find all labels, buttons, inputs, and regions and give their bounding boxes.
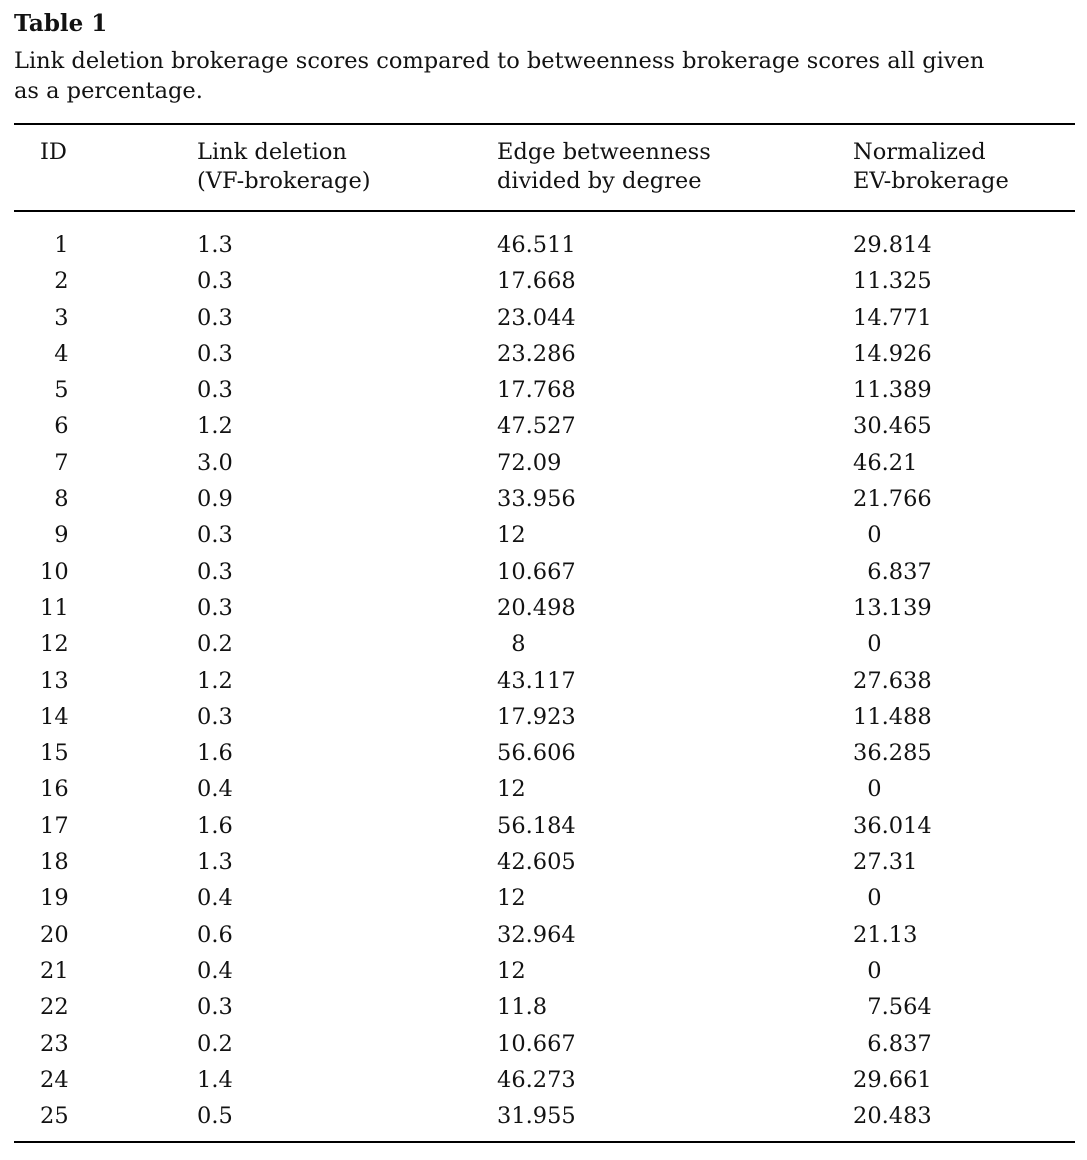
cell-value: 72.09 xyxy=(497,449,562,476)
column-header-line: divided by degree xyxy=(497,168,702,194)
table-row xyxy=(14,1062,1075,1098)
cell-value: 0.3 xyxy=(197,377,233,404)
table-row xyxy=(14,771,1075,807)
cell-id: 23 xyxy=(40,1030,69,1057)
cell-id: 20 xyxy=(40,921,69,948)
column-header-link-deletion-vf-brokerage xyxy=(197,124,497,211)
cell-value: 46.21 xyxy=(853,449,918,476)
cell-value: 14.771 xyxy=(853,304,932,331)
cell-id: 22 xyxy=(40,994,69,1021)
column-header-id xyxy=(14,124,197,211)
cell-value: 17.923 xyxy=(497,703,576,730)
cell-value: 1.6 xyxy=(197,812,233,839)
cell-value: 12 xyxy=(497,885,526,912)
cell-value: 29.814 xyxy=(853,232,932,258)
cell-value: 3.0 xyxy=(197,449,233,476)
cell-id: 21 xyxy=(40,957,69,984)
cell-value: 43.117 xyxy=(497,667,576,694)
cell-value: 27.638 xyxy=(853,667,932,694)
cell-id: 18 xyxy=(40,849,69,876)
cell-value: 21.13 xyxy=(853,921,918,948)
column-header-line: ID xyxy=(40,139,67,165)
cell-value: 0.3 xyxy=(197,268,233,295)
table-row xyxy=(14,481,1075,517)
cell-value: 30.465 xyxy=(853,413,932,440)
cell-value: 0.3 xyxy=(197,703,233,730)
cell-id: 1 xyxy=(54,232,69,258)
cell-value: 1.2 xyxy=(197,413,233,440)
cell-value: 0 xyxy=(867,776,882,803)
cell-id: 3 xyxy=(54,304,69,331)
table-row xyxy=(14,590,1075,626)
table-row xyxy=(14,372,1075,408)
cell-value: 36.285 xyxy=(853,740,932,767)
cell-value: 46.273 xyxy=(497,1066,576,1093)
cell-value: 17.768 xyxy=(497,377,576,404)
cell-id: 7 xyxy=(54,449,69,476)
cell-value: 6.837 xyxy=(867,1030,932,1057)
cell-value: 11.389 xyxy=(853,377,932,404)
cell-id: 17 xyxy=(40,812,69,839)
cell-value: 42.605 xyxy=(497,849,576,876)
cell-value: 23.286 xyxy=(497,340,576,367)
cell-value: 36.014 xyxy=(853,812,932,839)
cell-id: 9 xyxy=(54,522,69,549)
column-header-edge-betweenness-divided-by-degree xyxy=(497,124,853,211)
cell-id: 25 xyxy=(40,1103,69,1130)
cell-value: 47.527 xyxy=(497,413,576,440)
cell-id: 4 xyxy=(54,340,69,367)
cell-value: 23.044 xyxy=(497,304,576,331)
cell-value: 0 xyxy=(867,522,882,549)
cell-value: 0.2 xyxy=(197,631,233,658)
cell-value: 46.511 xyxy=(497,232,576,258)
table-row xyxy=(14,844,1075,880)
table-caption xyxy=(14,46,1075,106)
data-table xyxy=(14,123,1075,1143)
cell-value: 1.3 xyxy=(197,232,233,258)
cell-value: 0.4 xyxy=(197,776,233,803)
table-row xyxy=(14,1098,1075,1142)
table-row xyxy=(14,989,1075,1025)
cell-id: 6 xyxy=(54,413,69,440)
cell-value: 1.2 xyxy=(197,667,233,694)
cell-value: 10.667 xyxy=(497,558,576,585)
cell-value: 12 xyxy=(497,776,526,803)
table-row xyxy=(14,735,1075,771)
table-row xyxy=(14,663,1075,699)
table-caption-line: Link deletion brokerage scores compared to betweenness brokerage scores all given xyxy=(14,48,985,74)
cell-id: 24 xyxy=(40,1066,69,1093)
cell-id: 5 xyxy=(54,377,69,404)
table-row xyxy=(14,554,1075,590)
table-header xyxy=(14,124,1075,211)
cell-value: 0.3 xyxy=(197,522,233,549)
cell-id: 10 xyxy=(40,558,69,585)
cell-value: 11.325 xyxy=(853,268,932,295)
table-body xyxy=(14,211,1075,1142)
table-row xyxy=(14,408,1075,444)
cell-value: 0 xyxy=(867,885,882,912)
table-row xyxy=(14,263,1075,299)
table-row xyxy=(14,953,1075,989)
cell-value: 0.6 xyxy=(197,921,233,948)
cell-value: 6.837 xyxy=(867,558,932,585)
table-row xyxy=(14,699,1075,735)
column-header-line: Link deletion xyxy=(197,139,347,165)
cell-value: 0.2 xyxy=(197,1030,233,1057)
cell-value: 56.606 xyxy=(497,740,576,767)
table-row xyxy=(14,517,1075,553)
cell-id: 15 xyxy=(40,740,69,767)
cell-value: 31.955 xyxy=(497,1103,576,1130)
cell-value: 8 xyxy=(511,631,526,658)
cell-value: 10.667 xyxy=(497,1030,576,1057)
table-row xyxy=(14,336,1075,372)
column-header-normalized-ev-brokerage xyxy=(853,124,1075,211)
cell-value: 0.3 xyxy=(197,304,233,331)
cell-value: 11.8 xyxy=(497,994,548,1021)
cell-value: 20.498 xyxy=(497,594,576,621)
table-row xyxy=(14,626,1075,662)
cell-value: 13.139 xyxy=(853,594,932,621)
cell-id: 13 xyxy=(40,667,69,694)
table-caption-line: as a percentage. xyxy=(14,78,203,104)
cell-id: 16 xyxy=(40,776,69,803)
table-row xyxy=(14,917,1075,953)
cell-value: 0.4 xyxy=(197,885,233,912)
cell-value: 32.964 xyxy=(497,921,576,948)
cell-value: 0.3 xyxy=(197,594,233,621)
cell-id: 2 xyxy=(54,268,69,295)
cell-value: 27.31 xyxy=(853,849,918,876)
column-header-line: EV-brokerage xyxy=(853,168,1009,194)
cell-value: 0 xyxy=(867,957,882,984)
cell-value: 33.956 xyxy=(497,486,576,513)
cell-id: 11 xyxy=(40,594,69,621)
cell-value: 1.6 xyxy=(197,740,233,767)
cell-id: 12 xyxy=(40,631,69,658)
table-row xyxy=(14,211,1075,263)
table-title: Table 1 xyxy=(14,10,108,37)
column-header-line: (VF-brokerage) xyxy=(197,168,371,194)
cell-value: 0.3 xyxy=(197,994,233,1021)
cell-value: 0.3 xyxy=(197,340,233,367)
table-row xyxy=(14,880,1075,916)
table-header-row xyxy=(14,124,1075,211)
cell-value: 12 xyxy=(497,957,526,984)
table-row xyxy=(14,445,1075,481)
cell-value: 21.766 xyxy=(853,486,932,513)
cell-value: 1.4 xyxy=(197,1066,233,1093)
table-row xyxy=(14,300,1075,336)
cell-value: 0.5 xyxy=(197,1103,233,1130)
cell-value: 56.184 xyxy=(497,812,576,839)
cell-id: 19 xyxy=(40,885,69,912)
cell-value: 0.4 xyxy=(197,957,233,984)
cell-value: 20.483 xyxy=(853,1103,932,1130)
cell-value: 0.9 xyxy=(197,486,233,513)
cell-value: 7.564 xyxy=(867,994,932,1021)
cell-value: 17.668 xyxy=(497,268,576,295)
table-row xyxy=(14,1026,1075,1062)
cell-value: 12 xyxy=(497,522,526,549)
cell-id: 8 xyxy=(54,486,69,513)
column-header-line: Normalized xyxy=(853,139,986,165)
cell-id: 14 xyxy=(40,703,69,730)
cell-value: 14.926 xyxy=(853,340,932,367)
cell-value: 1.3 xyxy=(197,849,233,876)
table-row xyxy=(14,808,1075,844)
cell-value: 0 xyxy=(867,631,882,658)
cell-value: 0.3 xyxy=(197,558,233,585)
cell-value: 11.488 xyxy=(853,703,932,730)
cell-value: 29.661 xyxy=(853,1066,932,1093)
column-header-line: Edge betweenness xyxy=(497,139,711,165)
